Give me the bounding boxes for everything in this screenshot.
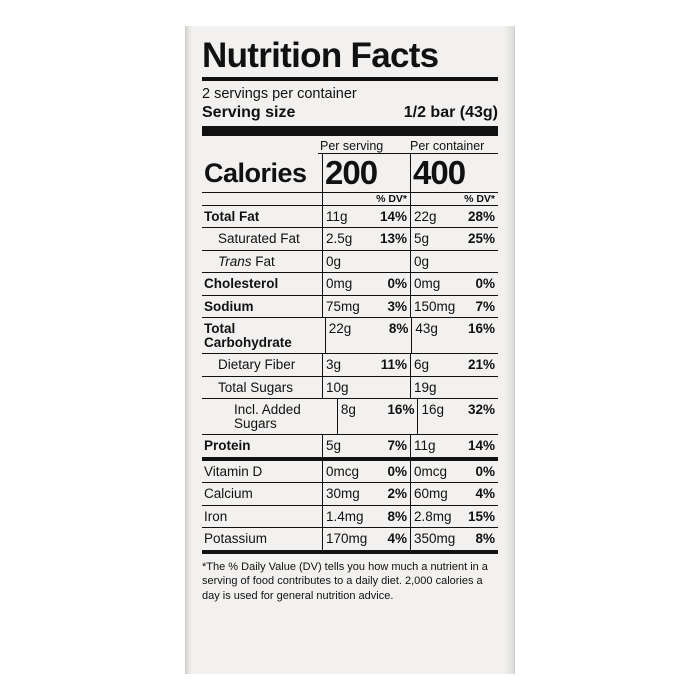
column-header-per-serving: Per serving [318, 139, 408, 154]
table-row [202, 483, 498, 506]
nutrient-name: Total Carbohydrate [204, 321, 292, 350]
nutrient-amount: 30mg [326, 486, 360, 502]
nutrient-percent: 16% [467, 321, 495, 337]
nutrient-per-container-cell [411, 318, 498, 353]
nutrient-name: Incl. Added Sugars [234, 402, 301, 431]
calories-per-container: 400 [410, 154, 498, 192]
nutrient-name: Total Sugars [218, 379, 294, 395]
nutrient-percent: 8% [475, 531, 495, 547]
nutrient-percent: 15% [467, 508, 495, 524]
nutrient-percent: 21% [467, 357, 495, 373]
nutrient-amount: 0mcg [414, 463, 448, 479]
nutrient-percent: 0% [475, 463, 495, 479]
nutrient-amount: 8g [340, 402, 356, 418]
nutrient-percent: 16% [387, 402, 415, 418]
nutrient-per-container-cell [417, 399, 498, 434]
nutrient-amount: 16g [421, 402, 444, 418]
page-title: Nutrition Facts [202, 36, 439, 75]
nutrient-per-serving-cell [322, 206, 410, 228]
nutrition-facts-panel [185, 26, 515, 674]
nutrient-per-serving-cell [322, 435, 410, 457]
nutrient-name: Potassium [204, 531, 268, 547]
nutrient-per-serving-cell [322, 296, 410, 318]
nutrient-amount: 0g [326, 253, 342, 269]
nutrient-per-container-cell [410, 461, 498, 483]
serving-size-label: Serving size [202, 103, 296, 121]
serving-size-value: 1/2 bar (43g) [403, 103, 498, 121]
footnote-divider [202, 550, 498, 554]
nutrient-amount: 60mg [414, 486, 448, 502]
nutrient-amount: 11g [414, 438, 436, 454]
servings-per-container: 2 servings per container [202, 85, 357, 102]
nutrient-amount: 170mg [326, 531, 368, 547]
nutrient-per-serving-cell [322, 251, 410, 273]
nutrient-amount: 22g [414, 208, 437, 224]
table-row [202, 435, 498, 461]
nutrient-amount: 43g [415, 321, 438, 337]
nutrient-per-serving-cell [322, 483, 410, 505]
column-header-per-container: Per container [408, 139, 498, 154]
nutrient-per-container-cell [410, 528, 498, 550]
dv-header-spacer [202, 193, 322, 205]
nutrient-per-serving-cell [325, 318, 412, 353]
nutrient-amount: 3g [326, 357, 342, 373]
nutrient-amount: 22g [328, 321, 352, 337]
nutrient-per-container-cell [410, 296, 498, 318]
footnote-text: *The % Daily Value (DV) tells you how much a nutrient in a serving of food contributes to a daily diet. 2,000 calories a day is used for general nutrition advice. [202, 560, 488, 602]
nutrient-per-container-cell [410, 251, 498, 273]
nutrient-per-serving-cell [322, 377, 410, 399]
table-row [202, 399, 498, 435]
nutrient-amount: 6g [414, 357, 430, 373]
nutrient-amount: 150mg [414, 298, 456, 314]
nutrient-name: Total Fat [204, 208, 260, 224]
nutrient-amount: 10g [326, 379, 349, 395]
nutrient-percent: 8% [388, 321, 409, 337]
nutrient-percent: 4% [387, 531, 407, 547]
nutrient-per-container-cell [410, 377, 498, 399]
calories-per-serving: 200 [322, 154, 410, 192]
nutrient-per-container-cell [410, 483, 498, 505]
nutrient-amount: 5g [326, 438, 342, 454]
nutrient-percent: 0% [475, 276, 495, 292]
nutrient-percent: 7% [475, 298, 495, 314]
calories-row [202, 154, 498, 193]
nutrient-per-container-cell [410, 206, 498, 228]
nutrient-percent: 8% [387, 508, 407, 524]
table-row [202, 296, 498, 319]
nutrient-amount: 5g [414, 231, 430, 247]
table-row [202, 506, 498, 529]
table-row [202, 251, 498, 274]
table-row [202, 461, 498, 484]
nutrient-amount: 1.4mg [326, 508, 364, 524]
nutrient-amount: 350mg [414, 531, 456, 547]
nutrient-amount: 19g [414, 379, 437, 395]
nutrient-amount: 75mg [326, 298, 360, 314]
panel-left-shadow [186, 26, 192, 674]
dv-header-per-container: % DV* [410, 193, 498, 205]
nutrient-percent: 0% [387, 463, 407, 479]
nutrient-per-container-cell [410, 228, 498, 250]
nutrient-name: Sodium [204, 298, 254, 314]
dv-header-per-serving: % DV* [322, 193, 410, 205]
nutrient-table [202, 206, 498, 461]
nutrient-percent: 3% [387, 298, 407, 314]
column-headers [202, 139, 498, 154]
nutrient-amount: 0mg [326, 276, 353, 292]
table-row [202, 318, 498, 354]
nutrient-per-serving-cell [337, 399, 418, 434]
nutrient-name: Saturated Fat [218, 231, 300, 247]
nutrient-amount: 0mcg [326, 463, 360, 479]
nutrient-percent: 14% [467, 438, 495, 454]
table-row [202, 377, 498, 400]
table-row [202, 273, 498, 296]
nutrient-name: Iron [204, 508, 228, 524]
nutrient-amount: 2.8mg [414, 508, 452, 524]
nutrient-name: Trans Fat [218, 253, 275, 269]
nutrient-percent: 2% [387, 486, 407, 502]
nutrient-percent: 0% [387, 276, 407, 292]
nutrient-percent: 13% [379, 231, 407, 247]
table-row [202, 228, 498, 251]
column-header-spacer [202, 139, 318, 154]
nutrient-percent: 11% [380, 357, 407, 373]
nutrient-per-serving-cell [322, 528, 410, 550]
nutrient-per-serving-cell [322, 273, 410, 295]
nutrient-per-serving-cell [322, 228, 410, 250]
nutrient-per-serving-cell [322, 506, 410, 528]
panel-right-shadow [504, 26, 514, 674]
nutrient-name: Vitamin D [204, 463, 263, 479]
nutrient-per-serving-cell [322, 354, 410, 376]
nutrient-percent: 25% [467, 231, 495, 247]
nutrient-name: Calcium [204, 486, 253, 502]
vitamin-table [202, 461, 498, 550]
nutrient-amount: 11g [326, 208, 348, 224]
serving-divider [202, 126, 498, 136]
nutrient-per-container-cell [410, 435, 498, 457]
nutrient-amount: 0g [414, 253, 430, 269]
table-row [202, 206, 498, 229]
nutrient-percent: 7% [387, 438, 407, 454]
nutrient-percent: 14% [379, 208, 407, 224]
nutrient-percent: 28% [467, 208, 495, 224]
daily-value-header-row [202, 193, 498, 206]
nutrient-name: Dietary Fiber [218, 357, 296, 373]
table-row [202, 528, 498, 550]
nutrient-percent: 32% [467, 402, 495, 418]
nutrient-per-serving-cell [322, 461, 410, 483]
serving-size-row [202, 104, 498, 122]
table-row [202, 354, 498, 377]
calories-label: Calories [204, 157, 307, 188]
nutrient-per-container-cell [410, 273, 498, 295]
nutrient-amount: 0mg [414, 276, 441, 292]
nutrient-name: Protein [204, 438, 251, 454]
title-divider [202, 77, 498, 81]
nutrient-percent: 4% [475, 486, 495, 502]
nutrient-per-container-cell [410, 354, 498, 376]
nutrient-amount: 2.5g [326, 231, 353, 247]
nutrient-name: Cholesterol [204, 276, 279, 292]
nutrient-per-container-cell [410, 506, 498, 528]
